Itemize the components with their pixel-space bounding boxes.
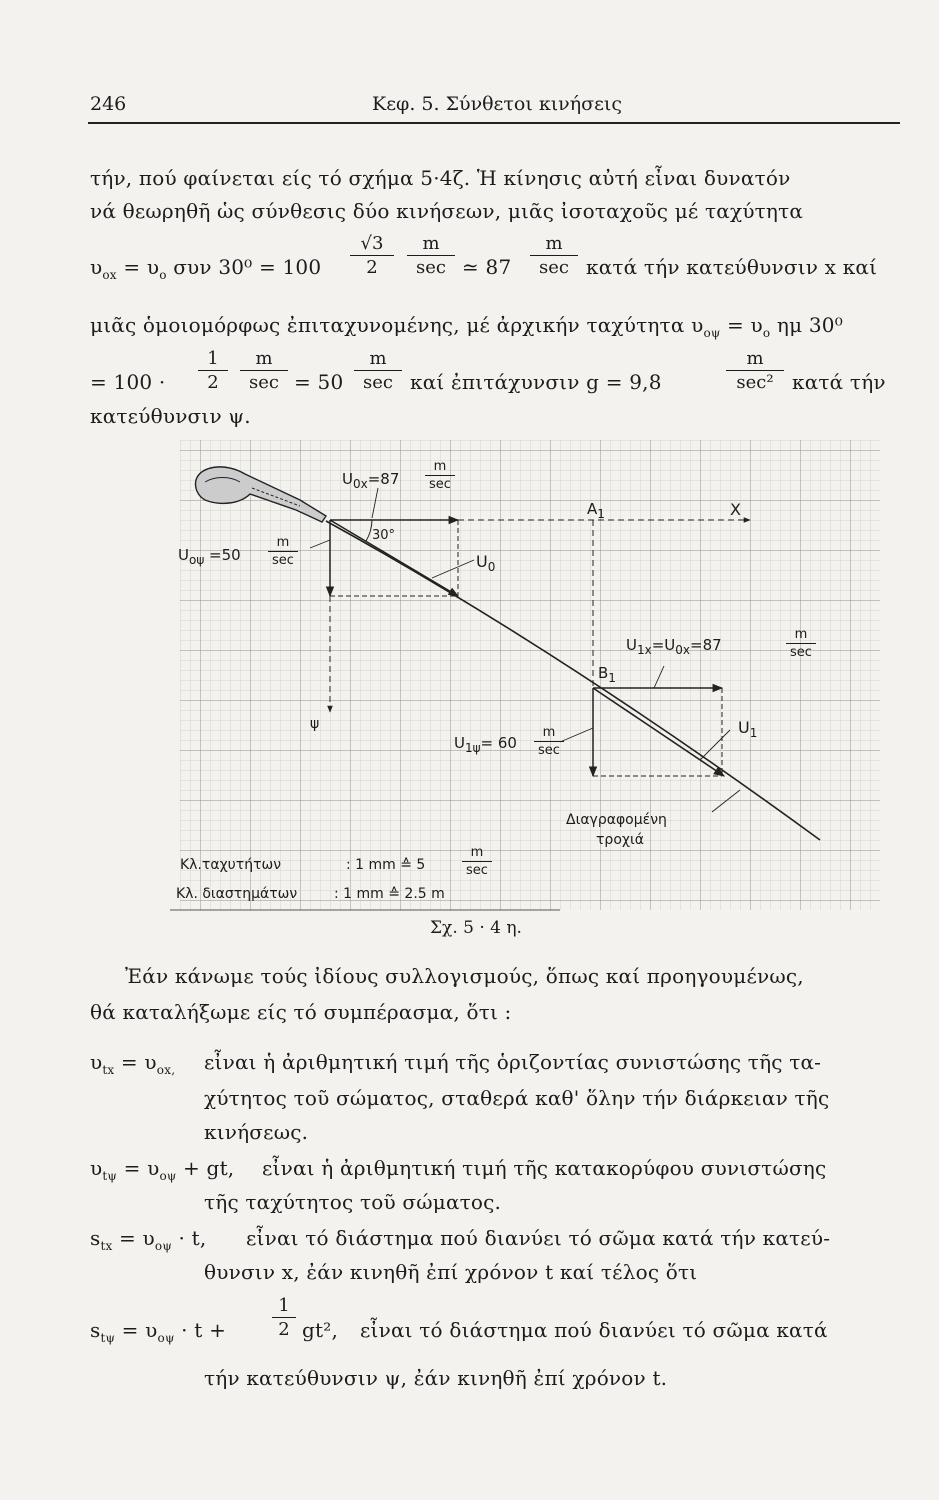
item1-line-1: εἶναι ἡ ἀριθμητική τιμή τῆς ὁριζοντίας συνιστώσης τῆς τα-	[204, 1050, 822, 1074]
graph-paper-grid	[180, 440, 880, 910]
label-v1psi: $U_{1\psi}= 60$	[454, 734, 517, 755]
eq2-tail: κατά τήν	[792, 370, 886, 394]
eq2-frac-m-sec2: m sec²	[726, 349, 784, 394]
item4-line-2: τήν κατεύθυνσιν ψ, ἐάν κινηθῆ ἐπί χρόνον t.	[204, 1366, 668, 1390]
running-title: Κεφ. 5. Σύνθετοι κινήσεις	[372, 93, 623, 115]
eq2-frac-half: $\frac{1}{2}$	[198, 349, 228, 394]
label-v1: $U_1$	[738, 718, 758, 741]
line-direction-psi: κατεύθυνσιν ψ.	[90, 404, 251, 428]
figure-caption: Σχ. 5 · 4 η.	[430, 918, 522, 938]
eq1-approx: ≃ 87	[462, 255, 512, 279]
label-angle-30: 30°	[372, 528, 396, 543]
eq1-frac-m-sec-2: m sec	[530, 234, 578, 279]
body-p1-line-1: Ἐάν κάνωμε τούς ἰδίους συλλογισμούς, ὅπως καί προηγουμένως,	[125, 964, 804, 988]
label-v0: $U_0$	[476, 552, 496, 575]
scale-velocity-unit: m sec	[462, 846, 492, 878]
item3-line-2: θυνσιν x, ἐάν κινηθῆ ἐπί χρόνον t καί τέλος ὅτι	[204, 1260, 698, 1284]
label-v1x-unit: m sec	[786, 628, 816, 660]
item3-formula: $s_{tx} = \upsilon_{o\psi} \cdot t$,	[90, 1226, 207, 1253]
scale-velocity-label: Κλ.ταχυτήτων	[180, 857, 282, 873]
scale-velocity-value: : 1 mm ≙ 5	[346, 857, 426, 873]
item2-line-1: εἶναι ἡ ἀριθμητική τιμή τῆς κατακορύφου συνιστώσης	[262, 1156, 827, 1180]
eq1-lhs: $\upsilon_{ox} = \upsilon_o$ συν 30⁰ = 100	[90, 255, 322, 282]
label-x: X	[730, 500, 741, 519]
line-mias: μιᾶς ὁμοιομόρφως ἐπιταχυνομένης, μέ ἀρχικήν ταχύτητα $\upsilon_{o\psi} = \upsilon_o$ ημ 30⁰	[90, 313, 843, 340]
page-number: 246	[90, 93, 127, 115]
label-b1: $B_1$	[598, 664, 616, 685]
label-v0psi: $U_{o\psi} =50$	[178, 546, 241, 567]
intro-line-2: νά θεωρηθῆ ὡς σύνθεσις δύο κινήσεων, μιᾶς ἰσοταχοῦς μέ ταχύτητα	[90, 199, 804, 223]
item3-line-1: εἶναι τό διάστημα πού διανύει τό σῶμα κατά τήν κατεύ-	[246, 1226, 831, 1250]
label-v1x: $U_{1x}=U_{0x}=87$	[626, 636, 722, 657]
item2-formula: $\upsilon_{t\psi} = \upsilon_{o\psi}$ + gt,	[90, 1156, 235, 1183]
item4-formula: $s_{t\psi} = \upsilon_{o\psi} \cdot t$ +	[90, 1318, 227, 1345]
eq1-tail: κατά τήν κατεύθυνσιν x καί	[586, 255, 878, 279]
eq2-text: καί ἐπιτάχυνσιν g = 9,8	[410, 370, 662, 394]
label-v1psi-unit: m sec	[534, 726, 564, 758]
eq1-frac-sqrt3: $\frac{√3}{2}$	[350, 234, 394, 279]
label-psi: ψ	[310, 716, 320, 732]
scale-distance-value: : 1 mm ≙ 2.5 m	[334, 886, 445, 902]
label-trajectory-1: Διαγραφομένη	[566, 812, 667, 828]
item4-line-1: εἶναι τό διάστημα πού διανύει τό σῶμα κατά	[360, 1318, 828, 1342]
label-v0x: $U_{0x}=87$	[342, 470, 400, 491]
label-a1: $A_1$	[587, 500, 605, 521]
intro-line-1: τήν, πού φαίνεται είς τό σχήμα 5·4ζ. Ἡ κίνησις αὐτή εἶναι δυνατόν	[90, 166, 791, 190]
body-p1-line-2: θά καταλήξωμε είς τό συμπέρασμα, ὅτι :	[90, 1000, 512, 1024]
item1-line-3: κινήσεως.	[204, 1120, 309, 1144]
label-trajectory-2: τροχιά	[596, 832, 644, 848]
scale-distance-label: Κλ. διαστημάτων	[176, 886, 298, 902]
eq2-frac-m-sec: m sec	[240, 349, 288, 394]
item1-formula: $\upsilon_{tx} = \upsilon_{ox,}$	[90, 1050, 176, 1077]
item4-frac-half: $\frac{1}{2}$	[272, 1296, 296, 1341]
item2-line-2: τῆς ταχύτητος τοῦ σώματος.	[204, 1190, 502, 1214]
label-v0x-unit: m sec	[425, 460, 455, 492]
label-v0psi-unit: m sec	[268, 536, 298, 568]
item1-line-2: χύτητος τοῦ σώματος, σταθερά καθ' ὅλην τήν διάρκειαν τῆς	[204, 1086, 830, 1110]
item4-gt2: gt²,	[302, 1318, 339, 1342]
eq1-frac-m-sec: m sec	[407, 234, 455, 279]
eq2-mid: = 50	[294, 370, 344, 394]
eq2-frac-m-sec-2: m sec	[354, 349, 402, 394]
eq2-start: = 100 ·	[90, 370, 166, 394]
